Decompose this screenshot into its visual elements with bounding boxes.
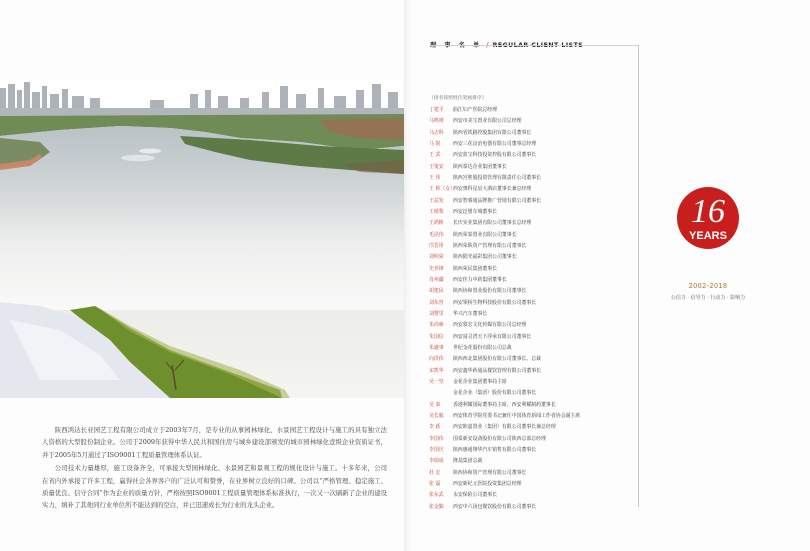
client-row (429, 206, 635, 217)
client-row (429, 149, 635, 160)
client-name: 毛昆伟 (429, 231, 444, 238)
client-title: 陕西荣陕资产管理有限公司董事长 (453, 243, 527, 250)
client-row (429, 500, 635, 511)
aerial-park-photo (0, 80, 404, 398)
client-row (429, 308, 635, 319)
client-row (429, 183, 635, 194)
client-name: 朱国信 (429, 333, 444, 340)
client-name: 王笺安 (429, 163, 444, 170)
client-title: 陕西泰达企业集团董事长 (453, 163, 507, 170)
client-name: 王 称（女） (429, 186, 456, 193)
client-title: 西安奥科星辰大酒店董事长兼总经理 (453, 186, 532, 193)
company-introduction (42, 424, 387, 513)
client-name: 丁建平 (429, 107, 444, 114)
client-name: 刘赞里 (429, 311, 444, 318)
client-row (429, 353, 635, 364)
client-row (429, 240, 635, 251)
client-row (429, 467, 635, 478)
client-name: 宋凯华 (429, 367, 444, 374)
client-name: 邝晋彤 (429, 243, 444, 250)
intro-paragraph-2: 公司技术力量雄厚，施工设备齐全，可承接大型园林绿化、水景园艺和景观工程的规化设计与施工。十多年来，公司在省内外承接了许多工程，赢得社会各界客户的广泛认可和赞誉，在业界树立良好的口碑。公司以“严格管理、稳定施工、质量优良、信守合同”作为企业的质量方针，严格按照ISO9001工程质量管理体系标准执行，一次又一次刷新了企业的建设实力，填补了其他同行业单位所不能达到的空白，并已迅速成长为行业的龙头企业。 (42, 464, 387, 510)
client-name: 马 锐 (429, 141, 441, 148)
client-title: 西安新纪元医院投资集团总经理 (453, 480, 522, 487)
client-row (429, 365, 635, 376)
page-header (430, 32, 640, 44)
client-row (429, 444, 635, 455)
client-name: 李国伟 (429, 435, 444, 442)
client-name: 王 伟 (429, 175, 441, 182)
column-divider (638, 45, 639, 507)
client-title: 陕西惠通翔华汽车销售有限公司董事长 (453, 447, 537, 453)
client-name: 胡建民 (429, 288, 444, 295)
client-name: 李瑞成 (429, 458, 444, 465)
client-title: 陕西协和置业股份有限公司董事长 (453, 288, 527, 295)
client-list (429, 104, 635, 512)
client-row (429, 195, 635, 206)
client-name: 刘明荣 (429, 254, 444, 261)
client-name: 刘东营 (429, 299, 444, 306)
client-name: 朱盛事 (429, 345, 444, 352)
client-row (429, 285, 635, 296)
client-row (429, 161, 635, 172)
client-title: 西安智睿通品牌推广营销有限公司董事长 (453, 197, 542, 204)
client-row (429, 104, 635, 115)
client-name: 张东武 (429, 492, 444, 499)
client-row (429, 172, 635, 183)
client-name: 吴长毅 (429, 413, 444, 420)
client-row (429, 115, 635, 126)
client-row (429, 251, 635, 262)
client-title: 西安体育学院党委书记兼任中国体育新闻工作者协会副主席 (453, 413, 581, 420)
client-name: 向洪伟 (429, 356, 444, 363)
client-row (429, 376, 635, 387)
years-range: 2002-2018 (688, 282, 728, 290)
client-title: 西安市美宝置业有限公司总经理 (453, 118, 522, 125)
client-title: 世纪金花股份有限公司总裁 (453, 345, 512, 352)
ranking-note: （排名按照姓氏笔画排序） (429, 96, 487, 101)
client-name: 王益发 (429, 197, 444, 204)
client-title: 金花企业（集团）股份有限公司董事长 (453, 390, 537, 397)
client-row (429, 127, 635, 138)
logo-word: YEARS (689, 230, 727, 242)
client-name: 张 磊 (429, 480, 441, 487)
client-title: 陕西阳光福彩集团公司董事长 (453, 254, 517, 261)
client-title: 西安慕宏文化传媒有限公司总经理 (453, 322, 527, 329)
client-name: 吴 泰 (429, 401, 441, 408)
page-gutter (404, 0, 412, 551)
client-title: 隆基集团总裁 (453, 458, 483, 465)
client-title: 长庆实业集团有限公司董事长总经理 (453, 220, 532, 227)
client-title: 西安富灵湾天下浮承有限公司董事长 (453, 333, 532, 340)
client-title: 永安保险公司董事长 (453, 492, 498, 499)
client-title: 华兴汽车董事长 (453, 311, 488, 318)
client-row (429, 455, 635, 466)
client-title: 陕西荣泰置业有限公司董事长 (453, 231, 517, 238)
client-name: 王鸿彬 (429, 220, 444, 227)
logo-number: 16 (691, 193, 725, 230)
client-title: 国泰新安设备股份有限公司陕西总部总经理 (453, 435, 546, 442)
client-title: 西安鑫华药通品餐饮管理有限公司董事长 (453, 367, 542, 374)
client-row (429, 399, 635, 410)
client-title: 西安领桥生物科技股份有限公司董事长 (453, 299, 537, 306)
client-row (429, 331, 635, 342)
client-name: 杜 宏 (429, 469, 441, 476)
client-title: 陕西宫胜股投资管理有限责任公司董事长 (453, 175, 542, 182)
client-name: 李 跃 (429, 424, 441, 431)
client-name: 朱尚咏 (429, 322, 444, 329)
client-title: 西安欧嘉置业（集团）有限公司董事长兼总经理 (453, 424, 556, 431)
header-rule (430, 45, 638, 46)
client-title: 西安三花良治电器有限公司董事总经理 (453, 141, 537, 148)
client-row (429, 342, 635, 353)
client-title: 金花企业集团董事局主席 (453, 379, 507, 386)
client-title: 西安泛想车城董事长 (453, 209, 498, 216)
client-title: 香港利耀国际董事局主席、西安利耀制药董事长 (453, 401, 556, 408)
client-row (429, 478, 635, 489)
slogan: 公信力 · 信导力 · 行动力 · 影响力 (670, 295, 746, 301)
client-name: 吴一坚 (429, 379, 444, 386)
client-row (429, 421, 635, 432)
client-title: 陕西省铁路控股集团有限公司董事长 (453, 129, 532, 136)
client-row (429, 433, 635, 444)
client-row (429, 297, 635, 308)
client-name: 马志科 (429, 129, 444, 136)
client-title: 陕西西北集团股份有限公司董事长、总裁 (453, 356, 542, 363)
client-row (429, 274, 635, 285)
client-title: 西安中六汤包餐饮股份有限公司董事长 (453, 503, 537, 510)
client-title: 西安蓝宝科技投资控股有限公司董事长 (453, 152, 537, 159)
client-row (429, 387, 635, 398)
client-name: 张金勤 (429, 503, 444, 510)
sixteen-years-logo (676, 186, 740, 250)
client-row (429, 229, 635, 240)
client-name: 王 武 (429, 152, 441, 159)
client-row (429, 410, 635, 421)
client-row (429, 319, 635, 330)
client-name: 马鸣则 (429, 118, 444, 125)
client-title: 陕西协和资产管理有限公司董事长 (453, 469, 527, 476)
client-row (429, 217, 635, 228)
client-name: 肖州疆 (429, 277, 444, 284)
client-name: 王梢梨 (429, 209, 444, 216)
client-name: 李国庆 (429, 447, 444, 453)
intro-paragraph-1: 陕西鸿达长亚园艺工程有限公司成立于2003年7月，是专业的从事园林绿化、水景园艺工程设计与施工的具有独立法人资格的大型股份制企业。公司于2009年获得中华人民共和国住房与城乡建设部颁发的城市园林绿化壹级企业资质证书，并于2005年5月通过了ISO9001工程质量管理体系认证。 (42, 426, 387, 459)
client-row (429, 489, 635, 500)
client-name: 史养锋 (429, 265, 444, 272)
client-row (429, 263, 635, 274)
client-title: 曲江妇产医院总经理 (453, 107, 498, 114)
client-row (429, 138, 635, 149)
client-title: 陕西荣民集团董事长 (453, 265, 498, 272)
client-title: 西安佳力中药集团董事长 (453, 277, 507, 284)
